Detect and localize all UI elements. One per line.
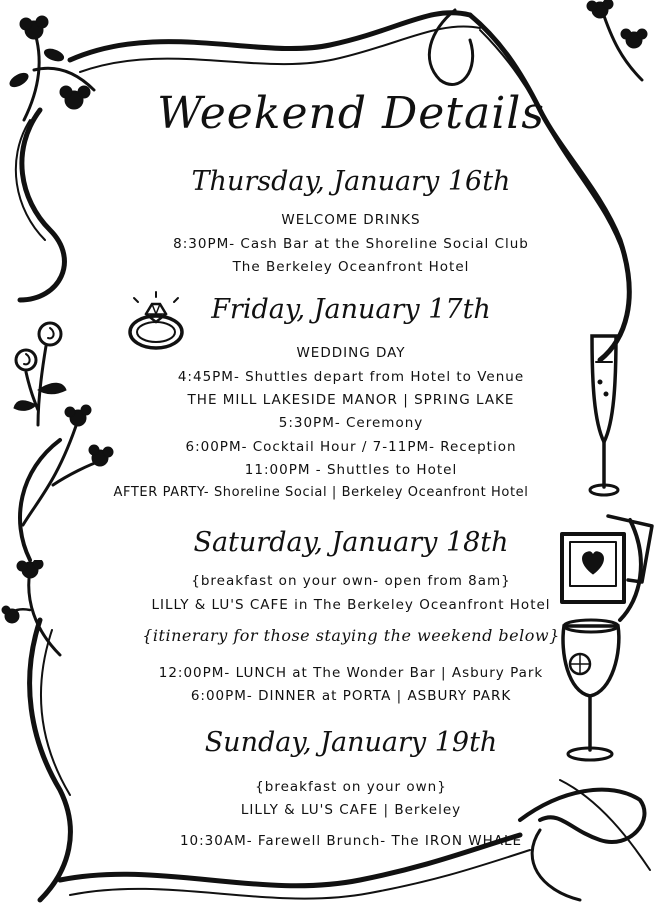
event-line: 5:30PM- Ceremony	[278, 415, 424, 431]
page-title: Weekend Details	[157, 88, 545, 139]
event-line: The Berkeley Oceanfront Hotel	[232, 259, 470, 275]
event-line: WEDDING DAY	[296, 345, 406, 361]
day-heading-sunday: Sunday, January 19th	[204, 727, 498, 758]
day-heading-friday: Friday, January 17th	[211, 294, 491, 325]
event-line: LILLY & LU'S CAFE | Berkeley	[240, 802, 462, 818]
event-line: {breakfast on your own- open from 8am}	[191, 573, 511, 589]
event-line: {itinerary for those staying the weekend below}	[142, 626, 560, 645]
day-heading-thursday: Thursday, January 16th	[191, 166, 511, 197]
event-line: 11:00PM - Shuttles to Hotel	[244, 462, 458, 478]
event-line: WELCOME DRINKS	[281, 212, 421, 228]
event-line: 4:45PM- Shuttles depart from Hotel to Venue	[177, 369, 525, 385]
event-line: {breakfast on your own}	[255, 779, 447, 795]
event-line: 6:00PM- Cocktail Hour / 7-11PM- Reception	[185, 439, 517, 455]
event-line: LILLY & LU'S CAFE in The Berkeley Oceanfront Hotel	[151, 597, 551, 613]
event-line: 6:00PM- DINNER at PORTA | ASBURY PARK	[190, 688, 512, 704]
event-line: THE MILL LAKESIDE MANOR | SPRING LAKE	[187, 392, 515, 408]
event-line: 8:30PM- Cash Bar at the Shoreline Social Club	[173, 236, 529, 252]
event-line: AFTER PARTY- Shoreline Social | Berkeley Oceanfront Hotel	[113, 485, 529, 500]
flower-sprig-icon	[572, 0, 654, 90]
event-line: 10:30AM- Farewell Brunch- The IRON WHALE	[179, 833, 523, 849]
event-line: 12:00PM- LUNCH at The Wonder Bar | Asbury Park	[158, 665, 544, 681]
day-heading-saturday: Saturday, January 18th	[193, 527, 509, 558]
